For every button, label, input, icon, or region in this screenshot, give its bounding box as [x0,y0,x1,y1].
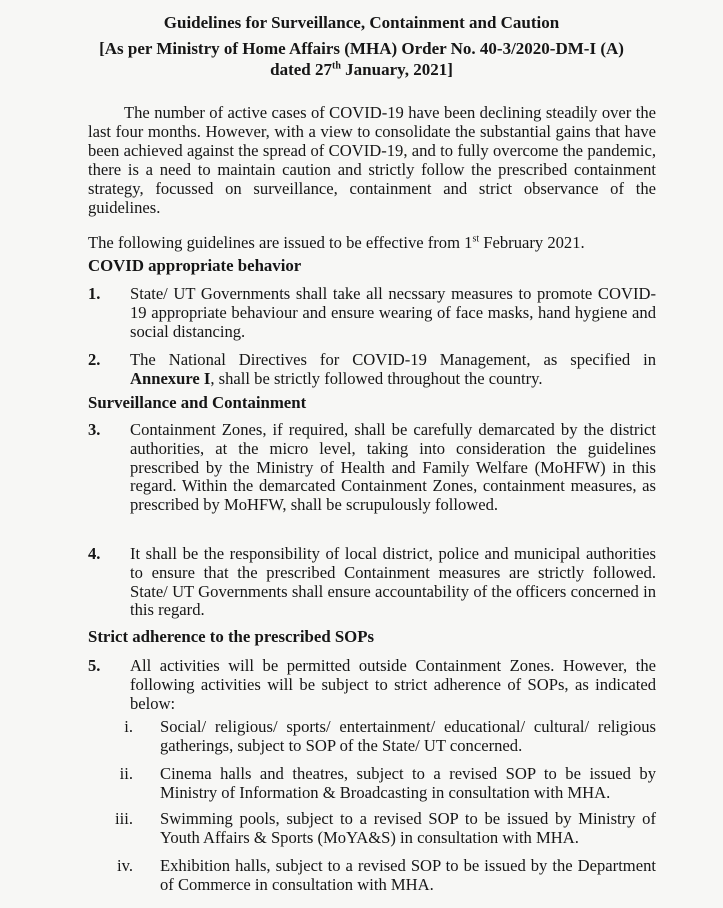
effective-date-statement [88,233,585,252]
order-reference [0,38,723,59]
title-line-1: Guidelines for Surveillance, Containment and Caution [163,13,560,32]
item-number: 4. [88,544,101,563]
date-prefix: dated 27 [270,60,333,79]
item-text: It shall be the responsibility of local district, police and municipal authorities to ensure that the prescribed Containment measures are strictly followed. State/ UT Governments shall ensure accountability of the officers concerned in this regard. [130,544,656,620]
item-number: 2. [88,350,101,369]
annexure-reference: Annexure I [130,368,211,388]
sop-subitem-2 [110,765,656,803]
item-text: Containment Zones, if required, shall be carefully demarcated by the district authorities, at the micro level, taking into consideration the guidelines prescribed by the Ministry of Health and Family Welfare (MoHFW) in this regard. Within the demarcated Containment Zones, containment measures, as prescribed by MoHFW, shall be scrupulously followed. [130,420,656,515]
date-ordinal: th [332,60,341,72]
intro-text: The number of active cases of COVID-19 have been declining steadily over the last four months. However, with a view to consolidate the substantial gains that have been achieved against the spread of COVID-19, and to fully overcome the pandemic, there is a need to maintain caution and strictly follow the prescribed containment strategy, focussed on surveillance, containment and strict observance of the guidelines. [88,103,656,217]
guideline-item-3 [88,421,656,515]
item-number: 3. [88,420,101,439]
date-suffix: January, 2021] [340,60,453,79]
item-text [130,351,656,389]
section-heading-sops: Strict adherence to the prescribed SOPs [88,627,375,646]
effective-prefix: The following guidelines are issued to be effective from 1 [88,233,473,252]
item-text: All activities will be permitted outside Containment Zones. However, the following activities will be subject to strict adherence of SOPs, as indicated below: [130,656,656,713]
item-number: 1. [88,284,101,303]
sop-subitem-1 [110,718,656,756]
subitem-number: ii. [119,764,133,783]
item-text-end: , shall be strictly followed throughout the country. [210,368,543,388]
subitem-text: Social/ religious/ sports/ entertainment/ educational/ cultural/ religious gatherings, subject to SOP of the State/ UT concerned. [160,717,656,755]
effective-suffix: February 2021. [479,233,585,252]
subitem-text: Cinema halls and theatres, subject to a revised SOP to be issued by Ministry of Information & Broadcasting in consultation with MHA. [160,764,656,802]
item-number: 5. [88,656,101,675]
effective-ordinal: st [472,233,480,245]
section-heading-surveillance: Surveillance and Containment [88,393,307,412]
guideline-item-4 [88,545,656,620]
section-heading-covid-behavior: COVID appropriate behavior [88,256,302,275]
document-title [0,12,723,33]
subitem-number: i. [124,717,133,736]
sop-subitem-3 [110,810,656,848]
subitem-text: Swimming pools, subject to a revised SOP to be issued by Ministry of Youth Affairs & Sports (MoYA&S) in consultation with MHA. [160,809,656,847]
subitem-text: Exhibition halls, subject to a revised SOP to be issued by the Department of Commerce in consultation with MHA. [160,856,656,894]
subitem-number: iv. [117,856,133,875]
sop-subitem-4 [110,857,656,895]
item-text-start: The National Directives for COVID-19 Management, as specified in [130,350,656,369]
title-line-2: [As per Ministry of Home Affairs (MHA) Order No. 40-3/2020-DM-I (A) [99,39,624,58]
guideline-item-5 [88,657,656,713]
guideline-item-2 [88,351,656,389]
intro-paragraph [88,104,656,217]
item-text: State/ UT Governments shall take all necssary measures to promote COVID-19 appropriate behaviour and ensure wearing of face masks, hand hygiene and social distancing. [130,284,656,341]
subitem-number: iii. [115,809,133,828]
guideline-item-1 [88,285,656,341]
order-date [0,59,723,80]
